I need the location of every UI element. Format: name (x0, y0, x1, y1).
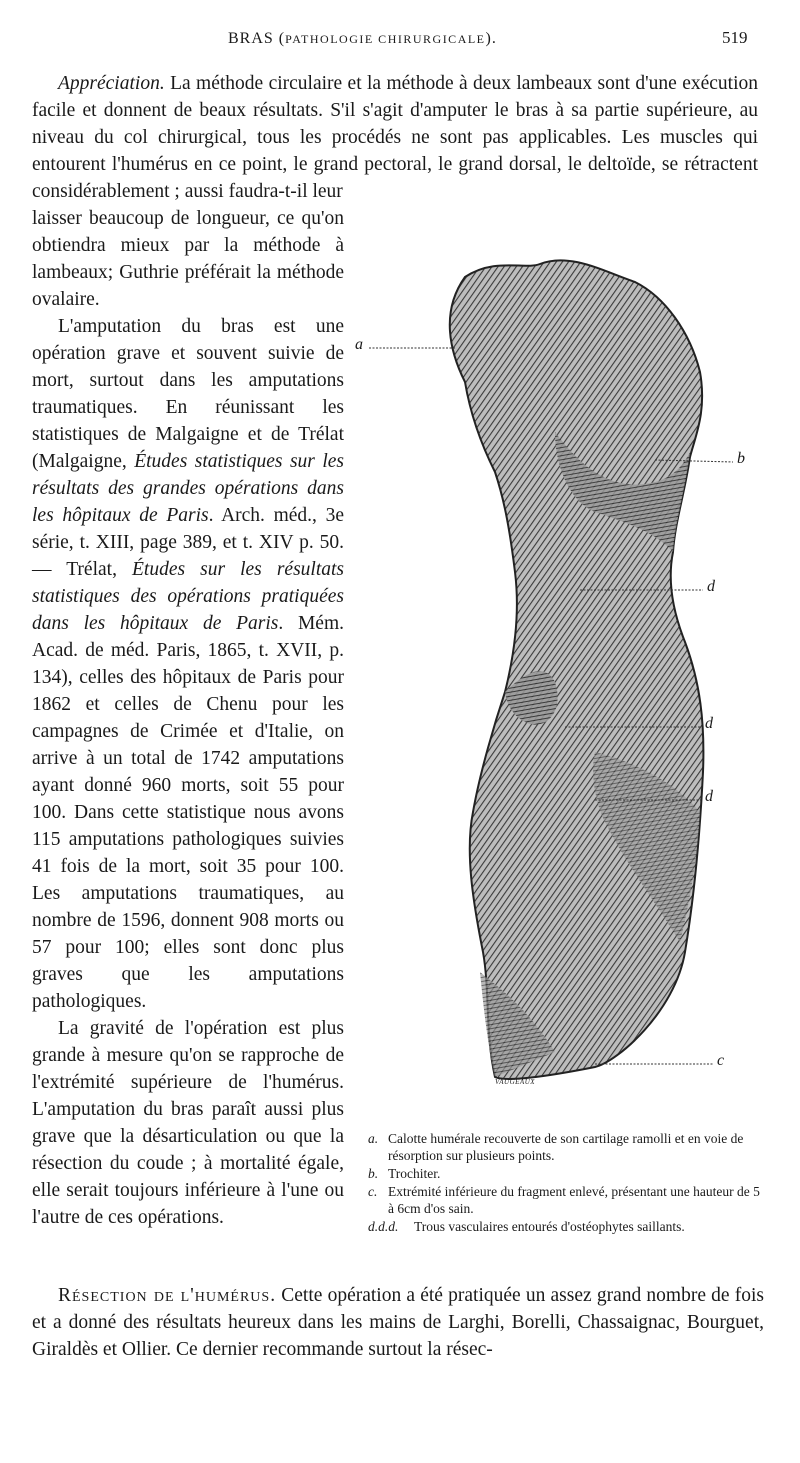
column-paragraph-1: laisser beaucoup de longueur, ce qu'on obtiendra mieux par la méthode à lambeaux; Guthrie préférait la méthode ovalaire. (32, 208, 344, 310)
p2-italic-2: Études sur les résultats statistiques des opérations pratiquées dans les hôpitaux de Paris (32, 559, 344, 634)
humerus-figure (355, 252, 775, 1102)
page-number: 519 (722, 28, 748, 47)
caption-c (368, 1183, 768, 1217)
p2-text-b: . Arch. méd., 3e série, t. XIII, page 389, et t. XIV p. 50. — Trélat, (32, 505, 344, 580)
label-d-2: d (705, 715, 713, 732)
top-paragraph (32, 70, 758, 205)
label-a: a (355, 336, 363, 353)
running-title-main: BRAS ( (228, 30, 286, 47)
caption-key: c. (368, 1184, 378, 1199)
bone-shape (450, 260, 704, 1079)
humerus-illustration (355, 252, 775, 1102)
caption-key: a. (368, 1131, 379, 1146)
running-title-end: ). (485, 30, 497, 47)
caption-text: Trochiter. (388, 1166, 441, 1181)
p2-italic-1: Études statistiques sur les résultats des grandes opérations dans les hôpitaux de Paris (32, 451, 344, 526)
left-column (32, 205, 344, 1231)
resection-heading: Résection de l'humérus. (58, 1285, 277, 1306)
column-paragraph-2 (32, 313, 344, 1015)
running-title-small: PATHOLOGIE CHIRURGICALE (285, 32, 486, 46)
label-c: c (717, 1052, 725, 1069)
caption-ddd (368, 1218, 768, 1235)
engraver-mark: VAUGEAUX (495, 1078, 536, 1086)
label-d-1: d (707, 578, 715, 595)
running-head (228, 30, 497, 48)
appreciation-heading: Appréciation. (58, 73, 165, 94)
caption-text: Trous vasculaires entourés d'ostéophytes saillants. (414, 1219, 685, 1234)
caption-a (368, 1130, 768, 1164)
caption-key: b. (368, 1166, 379, 1181)
column-paragraph-3: La gravité de l'opération est plus grande à mesure qu'on se rapproche de l'extrémité supérieure de l'humérus. L'amputation du bras paraît aussi plus grave que la désarticulation ou que la résection du coude ; à mortalité égale, elle serait toujours inférieure à l'une ou l'autre de ces opérations. (32, 1018, 344, 1228)
caption-text: Calotte humérale recouverte de son cartilage ramolli et en voie de résorption sur plusieurs points. (388, 1131, 744, 1163)
figure-captions (368, 1130, 768, 1236)
caption-key: d.d.d. (368, 1219, 399, 1234)
label-d-3: d (705, 788, 713, 805)
p2-text-c: . Mém. Acad. de méd. Paris, 1865, t. XVII, p. 134), celles des hôpitaux de Paris pour 1862 et celles de Chenu pour les campagnes de Crimée et d'Italie, on arrive à un total de 1742 amputations ayant donné 960 morts, soit 55 pour 100. Dans cette statistique nous avons 115 amputations pathologiques suivies 41 fois de la mort, soit 35 pour 100. Les amputations traumatiques, au nombre de 1596, donnent 908 morts ou 57 pour 100; elles sont donc plus graves que les amputations pathologiques. (32, 613, 344, 1012)
p2-text-a: L'amputation du bras est une opération grave et souvent suivie de mort, surtout dans les amputations traumatiques. En réunissant les statistiques de Malgaigne et de Trélat (Malgaigne, (32, 316, 344, 472)
bottom-paragraph (32, 1282, 764, 1363)
top-paragraph-text: La méthode circulaire et la méthode à deux lambeaux sont d'une exécution facile et donnent de beaux résultats. S'il s'agit d'amputer le bras à sa partie supérieure, au niveau du col chirurgical, tous les procédés ne sont pas applicables. Les muscles qui entourent l'humérus en ce point, le grand pectoral, le grand dorsal, le deltoïde, se rétractent considérablement ; aussi faudra-t-il leur (32, 73, 758, 202)
label-b: b (737, 450, 745, 467)
bottom-paragraph-text: Cette opération a été pratiquée un assez grand nombre de fois et a donné des résultats heureux dans les mains de Larghi, Borelli, Chassaignac, Bourguet, Giraldès et Ollier. Ce dernier recommande surtout la résec- (32, 1285, 764, 1360)
caption-text: Extrémité inférieure du fragment enlevé, présentant une hauteur de 5 à 6cm d'os sain. (388, 1184, 760, 1216)
caption-b (368, 1165, 768, 1182)
